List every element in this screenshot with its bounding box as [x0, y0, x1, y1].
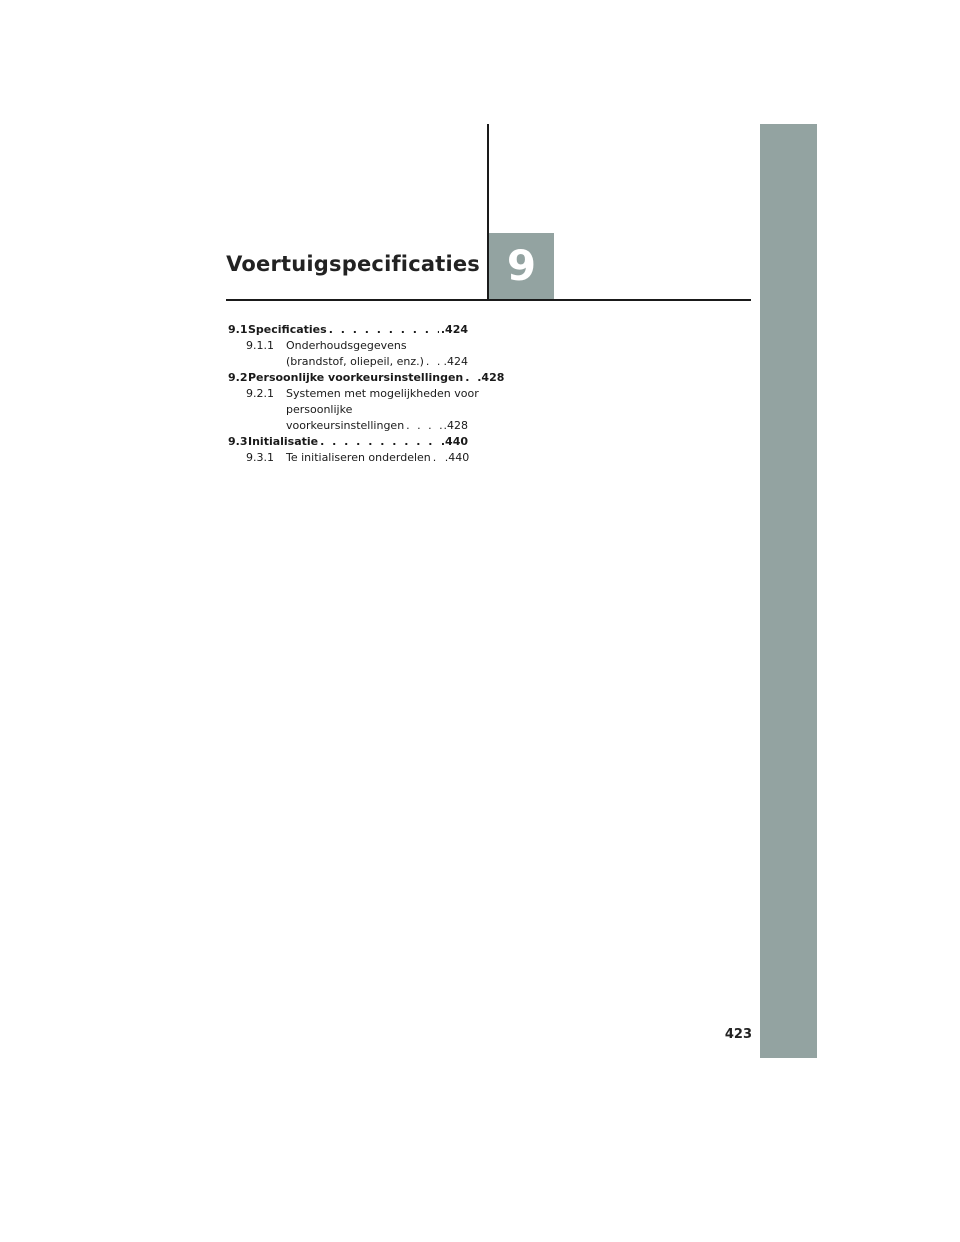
- toc-page-number: .440: [444, 451, 470, 464]
- toc-page-number: .440: [440, 435, 468, 448]
- toc-subsection-title-cont: voorkeursinstellingen: [286, 419, 405, 432]
- toc-entry-9-1-1[interactable]: [228, 338, 468, 354]
- toc-page-number: .424: [443, 355, 468, 368]
- toc-subsection-number: 9.2.1: [246, 387, 274, 400]
- toc-subsection-number: 9.1.1: [246, 339, 274, 352]
- toc-entry-9-1[interactable]: [228, 322, 468, 338]
- toc-entry-9-2[interactable]: [228, 370, 505, 386]
- toc-entry-9-1-1-cont[interactable]: [228, 354, 468, 370]
- table-of-contents: [228, 322, 505, 466]
- page-number: 423: [724, 1027, 752, 1042]
- toc-subsection-title: Te initialiseren onderdelen: [286, 451, 431, 464]
- toc-section-title: Persoonlijke voorkeursinstellingen: [248, 371, 464, 384]
- toc-subsection-title-cont: persoonlijke: [286, 403, 353, 416]
- toc-section-title: Initialisatie: [248, 435, 319, 448]
- toc-leader-dots: [465, 370, 475, 386]
- toc-page-number: .424: [440, 323, 468, 336]
- toc-entry-9-2-1-cont1[interactable]: [228, 402, 468, 418]
- toc-entry-9-3-1[interactable]: [228, 450, 468, 466]
- toc-section-number: 9.3: [228, 435, 248, 448]
- header-horizontal-rule: [226, 299, 751, 301]
- toc-leader-dots: [329, 322, 439, 338]
- chapter-side-tab: [760, 124, 817, 1058]
- toc-leader-dots: [320, 434, 439, 450]
- toc-subsection-title: Onderhoudsgegevens: [286, 339, 407, 352]
- toc-entry-9-2-1-cont2[interactable]: [228, 418, 468, 434]
- toc-section-number: 9.2: [228, 371, 248, 384]
- toc-subsection-number: 9.3.1: [246, 451, 274, 464]
- toc-entry-9-3[interactable]: [228, 434, 468, 450]
- toc-page-number: .428: [443, 419, 468, 432]
- toc-subsection-title-cont: (brandstof, oliepeil, enz.): [286, 355, 424, 368]
- chapter-number-box: [489, 233, 554, 300]
- chapter-number: 9: [506, 241, 537, 290]
- toc-leader-dots: [426, 354, 442, 370]
- toc-section-number: 9.1: [228, 323, 248, 336]
- toc-subsection-title: Systemen met mogelijkheden voor: [286, 387, 479, 400]
- toc-page-number: .428: [477, 371, 505, 384]
- chapter-title: Voertuigspecificaties: [226, 252, 480, 276]
- toc-entry-9-2-1[interactable]: [228, 386, 479, 402]
- toc-leader-dots: [406, 418, 441, 434]
- toc-leader-dots: [433, 450, 443, 466]
- toc-section-title: Specificaties: [248, 323, 327, 336]
